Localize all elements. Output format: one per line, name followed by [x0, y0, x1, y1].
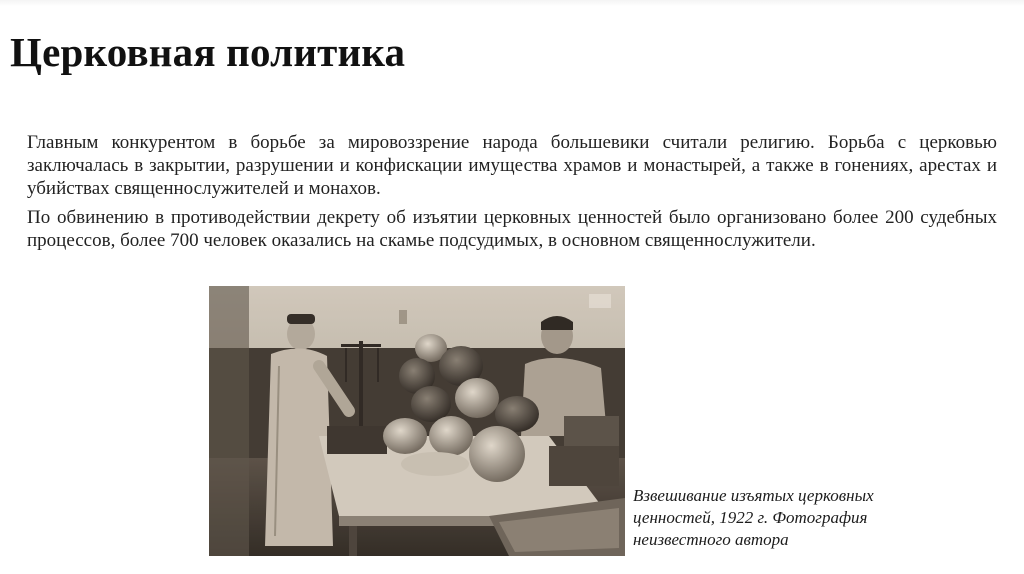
body-text [27, 131, 997, 258]
paragraph-1: Главным конкурентом в борьбе за мировоззрение народа большевики считали религию. Борьба с церковью заключалась в закрытии, разрушении и конфискации имущества храмов и монастырей, а также в гонениях, арестах и убийствах священнослужителей и монахов. [27, 132, 997, 199]
paragraph-2: По обвинению в противодействии декрету об изъятии церковных ценностей было организовано более 200 судебных процессов, более 700 человек оказались на скамье подсудимых, в основном священнослужители. [27, 207, 997, 251]
slide-title: Церковная политика [10, 29, 406, 75]
photo-caption: Взвешивание изъятых церковных ценностей, 1922 г. Фотография неизвестного автора [633, 486, 874, 549]
historical-photo [209, 286, 625, 556]
top-border [0, 0, 1024, 6]
